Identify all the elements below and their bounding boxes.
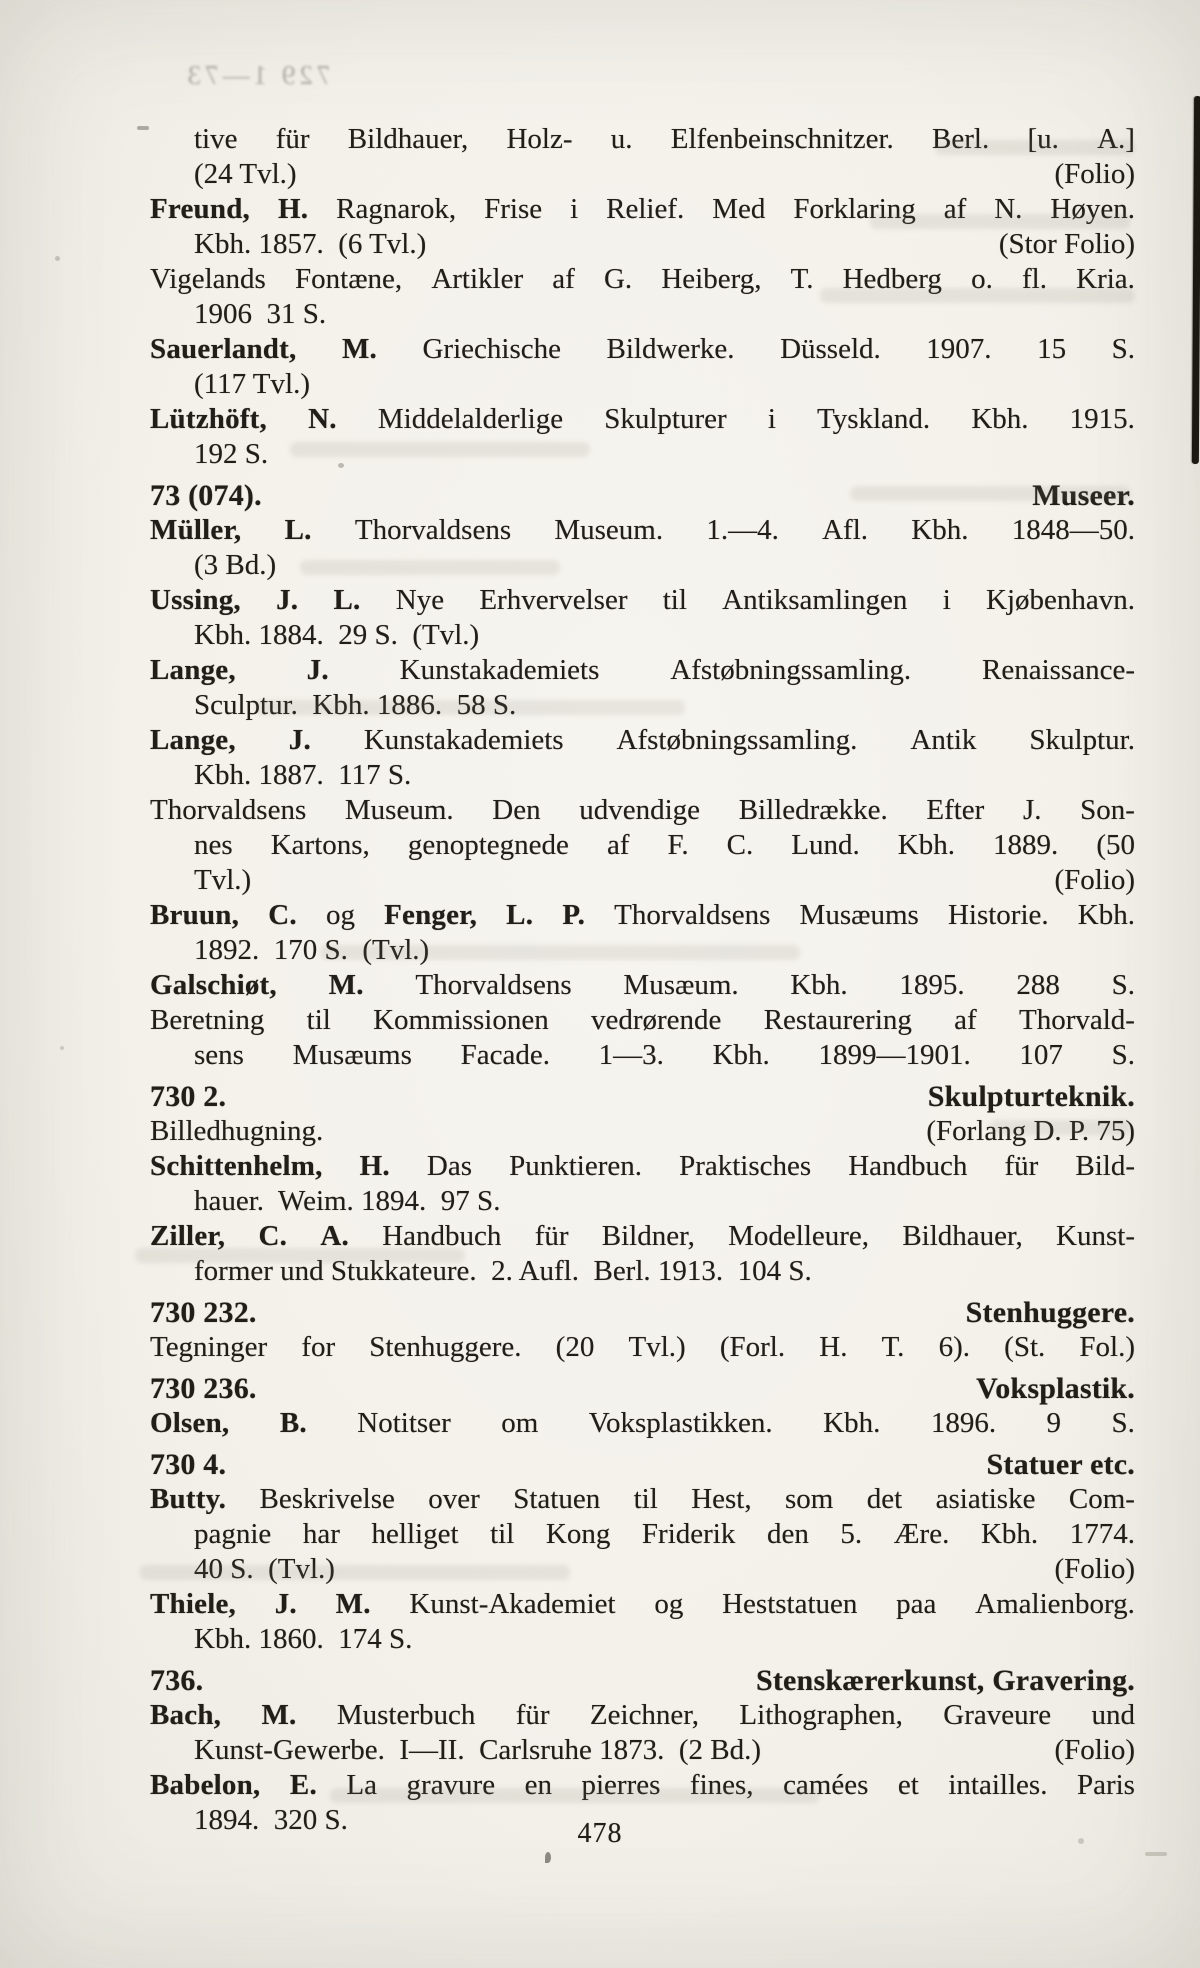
entry-text: Tvl.) <box>194 864 252 896</box>
bleedthrough-smudge <box>300 560 560 575</box>
catalog-entry-line: Ziller, C. A. Handbuch für Bildner, Modelleure, Bildhauer, Kunst- <box>150 1220 1135 1252</box>
entry-author: H. <box>277 193 309 225</box>
entry-text: hauer. Weim. 1894. 97 S. <box>194 1185 501 1217</box>
section-number: 730 232. <box>150 1296 257 1329</box>
entry-author: E. <box>289 1769 317 1801</box>
entry-text: former und Stukkateure. 2. Aufl. Berl. 1913. 104 S. <box>194 1255 812 1287</box>
entry-author: L. <box>284 514 312 546</box>
format-note: (Forlang D. P. 75) <box>926 1115 1135 1147</box>
catalog-entry-line <box>150 1114 1135 1149</box>
catalog-entry-line <box>150 227 1135 262</box>
section-title: Museer. <box>1032 479 1135 512</box>
section-number: 730 2. <box>150 1080 227 1113</box>
section-title: Stenhuggere. <box>965 1296 1135 1329</box>
entry-author: Ussing, <box>150 584 241 616</box>
entry-author: Lange, <box>150 654 236 686</box>
format-note: (Stor Folio) <box>998 228 1135 260</box>
entry-text: 1892. 170 S. (Tvl.) <box>194 934 430 966</box>
ink-speck <box>60 1046 64 1050</box>
entry-author: Galschiøt, <box>150 969 277 1001</box>
entry-author: J. <box>288 724 311 756</box>
entry-author: Olsen, <box>150 1407 230 1439</box>
bleedthrough-smudge <box>290 442 590 457</box>
entry-author: Butty. <box>150 1483 227 1515</box>
entry-author: Babelon, <box>150 1769 261 1801</box>
entry-author: Lützhöft, <box>150 403 267 435</box>
bleedthrough-smudge <box>330 1788 820 1803</box>
entry-text: Kbh. 1860. 174 S. <box>194 1623 413 1655</box>
entry-author: Fenger, <box>384 899 478 931</box>
entry-author: M. <box>335 1588 371 1620</box>
section-number: 730 4. <box>150 1448 227 1481</box>
catalog-entry-line: Beretning til Kommissionen vedrørende Restaurering af Thorvald- <box>150 1004 1135 1036</box>
entry-text: Kbh. 1887. 117 S. <box>194 759 412 791</box>
ink-speck <box>137 126 149 130</box>
section-heading-line <box>150 1447 1135 1482</box>
section-number: 736. <box>150 1664 204 1697</box>
section-heading-line <box>150 1371 1135 1406</box>
entry-author: B. <box>279 1407 307 1439</box>
catalog-entry-line <box>150 863 1135 898</box>
entry-author: N. <box>308 403 337 435</box>
bleedthrough-smudge <box>850 486 1130 501</box>
entry-author: M. <box>261 1699 297 1731</box>
entry-author: Bruun, <box>150 899 240 931</box>
entry-text: Kunst-Gewerbe. I—II. Carlsruhe 1873. (2 Bd.) <box>194 1734 761 1766</box>
entry-author: C. <box>258 1220 288 1252</box>
section-title: Voksplastik. <box>976 1372 1135 1405</box>
bleedthrough-smudge <box>820 288 1135 303</box>
entry-text: Sculptur. Kbh. 1886. 58 S. <box>194 689 517 721</box>
catalog-entry-line: Thiele, J. M. Kunst-Akademiet og Heststatuen paa Amalienborg. <box>150 1588 1135 1620</box>
entry-author: L. <box>506 899 534 931</box>
bleedthrough-smudge <box>935 140 1135 155</box>
format-note: (Folio) <box>1054 158 1135 190</box>
catalog-entry-line: Ussing, J. L. Nye Erhvervelser til Antiksamlingen i Kjøbenhavn. <box>150 584 1135 616</box>
entry-author: J. <box>306 654 329 686</box>
catalog-entry-line <box>150 157 1135 192</box>
format-note: (Folio) <box>1054 1553 1135 1585</box>
section-heading-line <box>150 1663 1135 1698</box>
entry-author: M. <box>341 333 377 365</box>
catalog-entry-line: Freund, H. Ragnarok, Frise i Relief. Med Forklaring af N. Høyen. <box>150 193 1135 225</box>
catalog-entry-line: nes Kartons, genoptegnede af F. C. Lund. Kbh. 1889. (50 <box>194 829 1135 861</box>
entry-author: Ziller, <box>150 1220 226 1252</box>
format-note: (Folio) <box>1054 1734 1135 1766</box>
catalog-entry-line: Müller, L. Thorvaldsens Museum. 1.—4. Afl. Kbh. 1848—50. <box>150 514 1135 546</box>
catalog-entry-line: Galschiøt, M. Thorvaldsens Musæum. Kbh. 1895. 288 S. <box>150 969 1135 1001</box>
ink-speck <box>55 256 60 261</box>
catalog-entry-line: Babelon, E. La gravure en pierres fines, camées et intailles. Paris <box>150 1769 1135 1801</box>
entry-author: P. <box>562 899 586 931</box>
catalog-entry-line: sens Musæums Facade. 1—3. Kbh. 1899—1901. 107 S. <box>194 1039 1135 1071</box>
entry-author: L. <box>333 584 361 616</box>
catalog-entry-line <box>150 548 1135 583</box>
page-number: 478 <box>577 1818 623 1849</box>
entry-text: 1906 31 S. <box>194 298 327 330</box>
catalog-entry-line: Bruun, C. og Fenger, L. P. Thorvaldsens Musæums Historie. Kbh. <box>150 899 1135 931</box>
catalog-entry-line: tive für Bildhauer, Holz- u. Elfenbeinschnitzer. Berl. [u. A.] <box>194 123 1135 155</box>
bleedthrough-smudge <box>870 214 1130 229</box>
bleedthrough-smudge <box>140 1565 570 1580</box>
catalog-entry-line <box>150 1622 1135 1657</box>
bleedthrough-smudge <box>135 1248 465 1263</box>
catalog-entry-line: Butty. Beskrivelse over Statuen til Hest, som det asiatiske Com- <box>150 1483 1135 1515</box>
catalog-entry-line: Olsen, B. Notitser om Voksplastikken. Kbh. 1896. 9 S. <box>150 1407 1135 1439</box>
section-heading-line <box>150 1295 1135 1330</box>
entry-author: A. <box>320 1220 349 1252</box>
ink-speck <box>1078 1838 1084 1844</box>
section-title: Statuer etc. <box>986 1448 1135 1481</box>
catalog-entry-line <box>150 1184 1135 1219</box>
ink-speck <box>338 463 344 468</box>
entry-text: 40 S. (Tvl.) <box>194 1553 335 1585</box>
entry-author: Sauerlandt, <box>150 333 297 365</box>
ink-speck <box>545 1852 551 1863</box>
catalog-entry-line <box>150 758 1135 793</box>
catalog-entry-line: Tegninger for Stenhuggere. (20 Tvl.) (Forl. H. T. 6). (St. Fol.) <box>150 1331 1135 1363</box>
catalog-entry-line: Vigelands Fontæne, Artikler af G. Heiberg, T. Hedberg o. fl. Kria. <box>150 263 1135 295</box>
entry-text: (24 Tvl.) <box>194 158 297 190</box>
section-title: Skulpturteknik. <box>927 1080 1135 1113</box>
section-number: 73 (074). <box>150 479 262 512</box>
catalog-entry-line: Thorvaldsens Museum. Den udvendige Billedrække. Efter J. Son- <box>150 794 1135 826</box>
catalog-entry-line <box>150 618 1135 653</box>
entry-author: Thiele, <box>150 1588 236 1620</box>
entry-author: C. <box>268 899 297 931</box>
entry-text: Kbh. 1857. (6 Tvl.) <box>194 228 427 260</box>
bleedthrough-smudge <box>255 700 685 715</box>
catalog-entry-line <box>150 367 1135 402</box>
entry-author: Schittenhelm, <box>150 1150 323 1182</box>
entry-author: J. <box>274 1588 297 1620</box>
entry-text: Kbh. 1884. 29 S. (Tvl.) <box>194 619 480 651</box>
catalog-entry-line: Bach, M. Musterbuch für Zeichner, Lithographen, Graveure und <box>150 1699 1135 1731</box>
entry-text: 192 S. <box>194 438 269 470</box>
catalog-entry-line: Schittenhelm, H. Das Punktieren. Praktisches Handbuch für Bild- <box>150 1150 1135 1182</box>
catalog-entry-line: Lützhöft, N. Middelalderlige Skulpturer i Tyskland. Kbh. 1915. <box>150 403 1135 435</box>
entry-text: (3 Bd.) <box>194 549 277 581</box>
section-heading-line <box>150 1079 1135 1114</box>
entry-author: Bach, <box>150 1699 222 1731</box>
entry-author: Müller, <box>150 514 242 546</box>
entry-author: J. <box>276 584 299 616</box>
scan-edge-artifact <box>1192 96 1200 464</box>
entry-text: Billedhugning. <box>150 1115 324 1147</box>
catalog-lines <box>150 122 1135 1838</box>
section-number: 730 236. <box>150 1372 257 1405</box>
entry-author: Freund, <box>150 193 250 225</box>
catalog-entry-line <box>150 1733 1135 1768</box>
entry-author: H. <box>359 1150 390 1182</box>
catalog-entry-line: Lange, J. Kunstakademiets Afstøbningssamling. Antik Skulptur. <box>150 724 1135 756</box>
entry-text: 1894. 320 S. <box>194 1804 348 1836</box>
entry-author: M. <box>328 969 364 1001</box>
bleedthrough-smudge <box>990 1120 1130 1135</box>
entry-text: (117 Tvl.) <box>194 368 310 400</box>
section-title: Stenskærerkunst, Gravering. <box>755 1664 1135 1697</box>
format-note: (Folio) <box>1054 864 1135 896</box>
ink-speck <box>1145 1852 1167 1856</box>
catalog-entry-line: Sauerlandt, M. Griechische Bildwerke. Düsseld. 1907. 15 S. <box>150 333 1135 365</box>
entry-author: Lange, <box>150 724 236 756</box>
catalog-entry-line: Lange, J. Kunstakademiets Afstøbningssamling. Renaissance- <box>150 654 1135 686</box>
bleedthrough-shelfmark: 729 1—73 <box>183 60 331 90</box>
catalog-entry-line: pagnie har helliget til Kong Friderik den 5. Ære. Kbh. 1774. <box>194 1518 1135 1550</box>
bleedthrough-smudge <box>320 945 800 960</box>
